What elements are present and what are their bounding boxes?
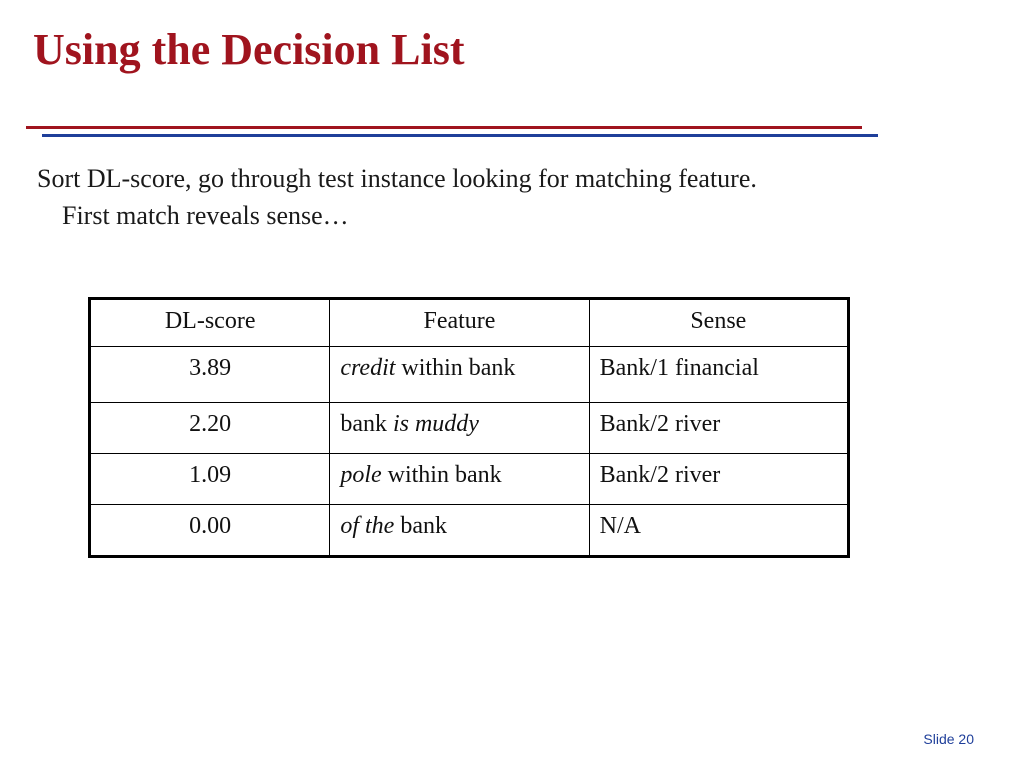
table-row <box>90 454 849 505</box>
table-header-row <box>90 299 849 347</box>
slide-number: Slide 20 <box>923 731 974 747</box>
title-underline-red <box>26 126 862 129</box>
header-feature: Feature <box>330 299 589 347</box>
cell-sense: N/A <box>589 505 848 557</box>
feature-plain-part: bank <box>340 411 393 437</box>
body-line-2: First match reveals sense… <box>62 201 349 230</box>
cell-feature <box>330 454 589 505</box>
header-dl-score: DL-score <box>90 299 330 347</box>
body-line-1: Sort DL-score, go through test instance looking for matching feature. <box>37 164 757 193</box>
cell-dl-score: 3.89 <box>90 347 330 403</box>
cell-dl-score: 2.20 <box>90 403 330 454</box>
feature-plain-part: within bank <box>395 355 516 381</box>
cell-feature <box>330 347 589 403</box>
cell-dl-score: 1.09 <box>90 454 330 505</box>
decision-list-table <box>88 297 850 558</box>
table-row <box>90 347 849 403</box>
slide-title: Using the Decision List <box>33 25 465 74</box>
feature-italic-part: is muddy <box>392 411 479 437</box>
cell-feature <box>330 403 589 454</box>
cell-dl-score: 0.00 <box>90 505 330 557</box>
header-sense: Sense <box>589 299 848 347</box>
cell-sense: Bank/1 financial <box>589 347 848 403</box>
feature-italic-part: of the <box>340 513 395 539</box>
slide-body-text <box>37 160 937 234</box>
feature-plain-part: bank <box>394 513 447 539</box>
cell-feature <box>330 505 589 557</box>
feature-italic-part: pole <box>340 462 382 488</box>
feature-plain-part: within bank <box>381 462 502 488</box>
feature-italic-part: credit <box>340 355 396 381</box>
table-row <box>90 403 849 454</box>
table-row <box>90 505 849 557</box>
cell-sense: Bank/2 river <box>589 454 848 505</box>
cell-sense: Bank/2 river <box>589 403 848 454</box>
title-underline-blue <box>42 134 878 137</box>
